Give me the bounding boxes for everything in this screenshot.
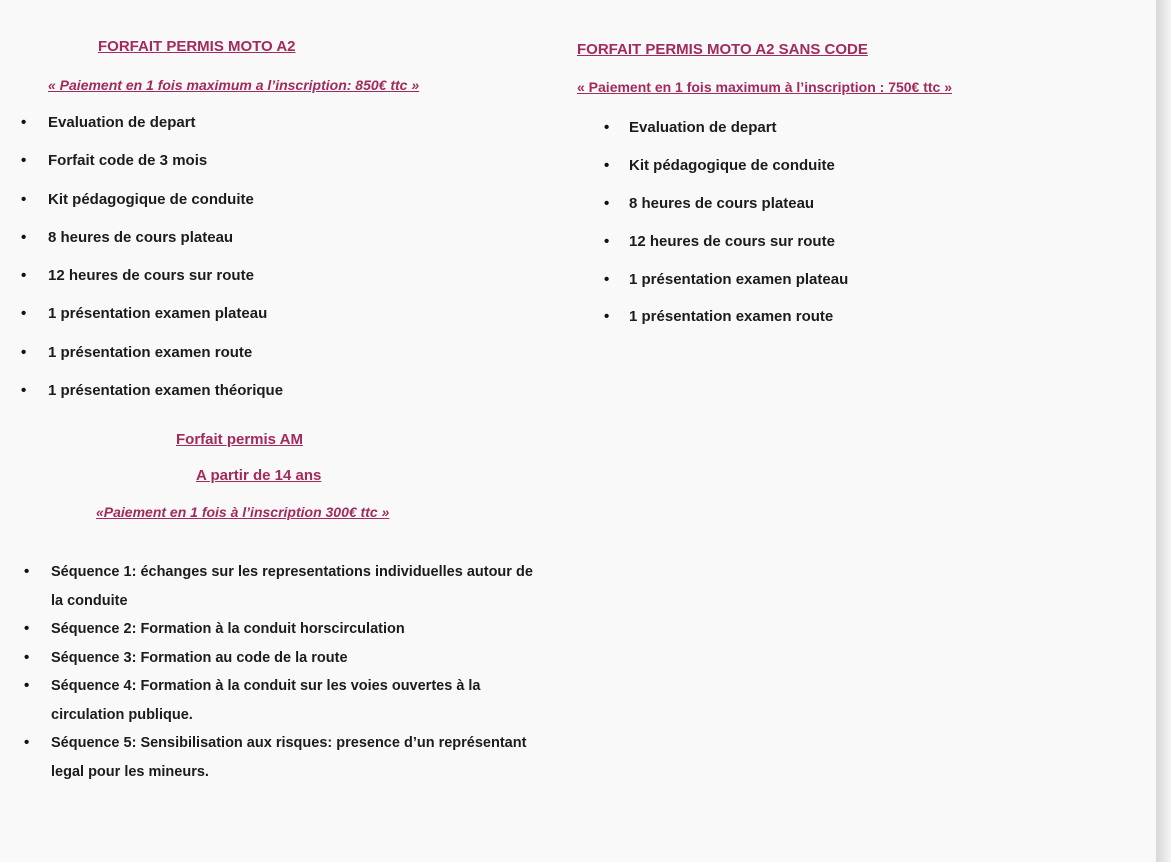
list-item: • Evaluation de depart xyxy=(48,113,283,151)
list-item: • Forfait code de 3 mois xyxy=(48,151,283,189)
list-item: • Séquence 2: Formation à la conduit horscirculation xyxy=(51,615,541,644)
a2-payment: « Paiement en 1 fois maximum a l’inscription: 850€ ttc » xyxy=(48,77,420,93)
list-item: • 1 présentation examen route xyxy=(629,307,848,345)
list-item: • 1 présentation examen route xyxy=(48,343,283,381)
page-edge-shadow xyxy=(1156,0,1171,862)
list-item: • Séquence 1: échanges sur les representations individuelles autour de la conduite xyxy=(51,558,541,615)
list-item: • Kit pédagogique de conduite xyxy=(48,190,283,228)
am-sequences-list xyxy=(51,558,541,786)
list-item: • 1 présentation examen théorique xyxy=(48,381,283,419)
a2-sans-code-payment: « Paiement en 1 fois maximum à l’inscription : 750€ ttc » xyxy=(577,79,953,95)
list-item: • Séquence 5: Sensibilisation aux risques: presence d’un représentant legal pour les mineurs. xyxy=(51,729,541,786)
list-item: • Kit pédagogique de conduite xyxy=(629,156,848,194)
am-payment: «Paiement en 1 fois à l’inscription 300€ ttc » xyxy=(96,504,390,520)
a2-sans-code-title: FORFAIT PERMIS MOTO A2 SANS CODE xyxy=(577,41,868,58)
list-item: • Evaluation de depart xyxy=(629,118,848,156)
am-age: A partir de 14 ans xyxy=(196,467,322,484)
am-title: Forfait permis AM xyxy=(176,431,303,448)
list-item: • 8 heures de cours plateau xyxy=(629,194,848,232)
list-item: • 8 heures de cours plateau xyxy=(48,228,283,266)
list-item: • 12 heures de cours sur route xyxy=(48,266,283,304)
list-item: • Séquence 4: Formation à la conduit sur les voies ouvertes à la circulation publique. xyxy=(51,672,541,729)
list-item: • Séquence 3: Formation au code de la route xyxy=(51,644,541,673)
list-item: • 1 présentation examen plateau xyxy=(48,304,283,342)
a2-sans-code-items-list xyxy=(629,118,848,345)
a2-items-list xyxy=(48,113,283,419)
a2-title: FORFAIT PERMIS MOTO A2 xyxy=(98,38,296,55)
list-item: • 12 heures de cours sur route xyxy=(629,232,848,270)
list-item: • 1 présentation examen plateau xyxy=(629,270,848,308)
